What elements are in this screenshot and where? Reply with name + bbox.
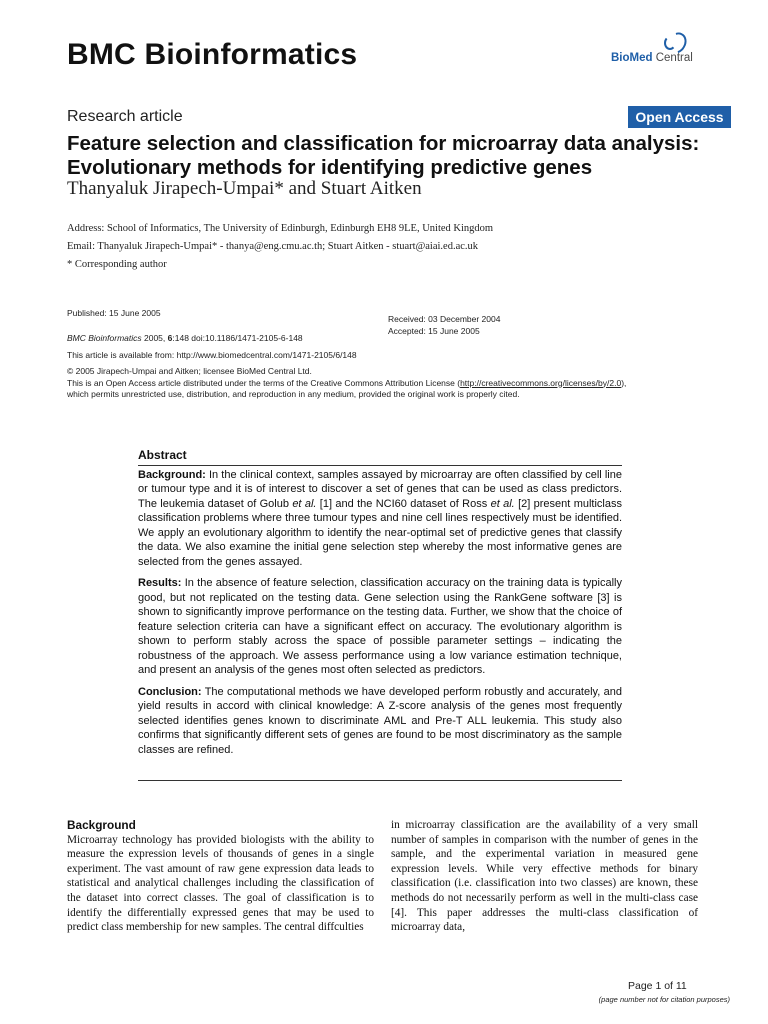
page-number-note: (page number not for citation purposes) (598, 995, 730, 1004)
citation-year: 2005, (141, 333, 168, 343)
citation-volume: 6 (167, 333, 173, 343)
et-al-1: et al. (292, 497, 317, 510)
page-number: Page 1 of 11 (628, 980, 687, 992)
background-text-3: [2] present multiclass classification problems where three tumour types and nine cell lines respectively must be identified. We apply an evolutionary algorithm to identify the near-optimal set of predictive genes that classify the data. We also examine the initial gene selection step whereby the most informative genes are selected from the genes assayed. (138, 497, 622, 568)
abstract-top-divider (138, 465, 622, 466)
publisher-name-central: Central (655, 52, 693, 64)
article-type: Research article (67, 108, 183, 125)
publisher-name-bio: BioMed (611, 52, 653, 64)
permission-line: which permits unrestricted use, distribution, and reproduction in any medium, provided the original work is properly cited. (67, 389, 520, 399)
results-label: Results: (138, 577, 182, 589)
journal-title: BMC Bioinformatics (67, 38, 358, 71)
copyright-line: © 2005 Jirapech-Umpai and Aitken; licensee BioMed Central Ltd. (67, 366, 312, 376)
availability-url: This article is available from: http://www.biomedcentral.com/1471-2105/6/148 (67, 350, 357, 360)
conclusion-label: Conclusion: (138, 685, 202, 698)
abstract-results (138, 576, 622, 678)
article-title: Feature selection and classification for microarray data analysis: Evolutionary methods for identifying predictive genes (67, 132, 700, 179)
results-text: In the absence of feature selection, classification accuracy on the training data is typically good, but not replicated on the testing data. Gene selection using the RankGene software [3] is shown to significantly improve performance on the testing data. Further, we show that the choice of feature selection criteria can have a significant effect on accuracy. The evolutionary algorithm is shown to perform stably across the space of possible parameter settings – indicating the robustness of the approach. We assess performance using a low variance estimation technique, and present an analysis of the genes most often selected as predictors. (138, 577, 622, 676)
background-text-1: In the clinical context, samples assayed by microarray are often classified by cell line or tumour type and it is of interest to discover a set of genes that can be used as class predictors. The leukemia dataset of Golub (138, 468, 622, 510)
citation (67, 333, 303, 343)
email: Email: Thanyaluk Jirapech-Umpai* - thanya@eng.cmu.ac.th; Stuart Aitken - stuart@aiai.ed.ac.uk (67, 241, 479, 252)
citation-doi: :148 doi:10.1186/1471-2105-6-148 (172, 333, 303, 343)
published-date: Published: 15 June 2005 (67, 308, 161, 318)
body-paragraph-right: in microarray classification are the availability of a very small number of samples in comparison with the number of genes in the sample, and the experimental variation in measured gene expression levels. While very effective methods for binary classification (i.e. classification into two classes) are known, these methods do not necessarily perform as well in the multi-class case [4]. This paper addresses the multi-class classification of microarray data, (391, 819, 698, 934)
abstract-conclusion (138, 685, 622, 758)
license-text: This is an Open Access article distributed under the terms of the Creative Commons Attribution License ( (67, 377, 461, 388)
address: Address: School of Informatics, The University of Edinburgh, Edinburgh EH8 9LE, United Kingdom (67, 223, 494, 234)
accepted-date: Accepted: 15 June 2005 (388, 326, 480, 336)
abstract-heading: Abstract (138, 448, 187, 462)
license-line (67, 378, 757, 390)
biomed-central-logo (611, 30, 731, 70)
abstract-background (138, 468, 622, 570)
citation-journal: BMC Bioinformatics (67, 333, 142, 343)
authors: Thanyaluk Jirapech-Umpai* and Stuart Aitken (67, 178, 422, 199)
license-text-end: ), (621, 377, 627, 388)
body-paragraph-left: Microarray technology has provided biologists with the ability to measure the expression levels of thousands of genes in a single experiment. The vast amount of raw gene expression data leads to statistical and analytical challenges including the classification of the dataset into correct classes. The goal of classification is to identify the differentially expressed genes that may be used to predict class membership for new samples. The central diffculties (67, 833, 374, 934)
corresponding-author-note: * Corresponding author (67, 259, 167, 270)
body-column-left (67, 818, 374, 935)
conclusion-text: The computational methods we have developed perform robustly and accurately, and yield results in accord with clinical knowledge: A Z-score analysis of the genes most frequently selected identifies genes known to discriminate AML and Pre-T ALL leukemia. This study also confirms that significantly different sets of genes are found to be most discriminatory as the sample classes are refined. (138, 685, 622, 756)
body-column-right (391, 818, 698, 935)
background-text-2: [1] and the NCI60 dataset of Ross (316, 497, 491, 510)
copyright-notice (67, 366, 757, 401)
background-label: Background: (138, 468, 206, 481)
license-link[interactable]: http://creativecommons.org/licenses/by/2.0 (460, 377, 622, 388)
open-access-badge: Open Access (628, 106, 731, 128)
received-date: Received: 03 December 2004 (388, 314, 501, 324)
et-al-2: et al. (490, 497, 515, 510)
section-heading: Background (67, 818, 136, 832)
abstract-box (138, 448, 622, 764)
abstract-bottom-divider (138, 780, 622, 781)
